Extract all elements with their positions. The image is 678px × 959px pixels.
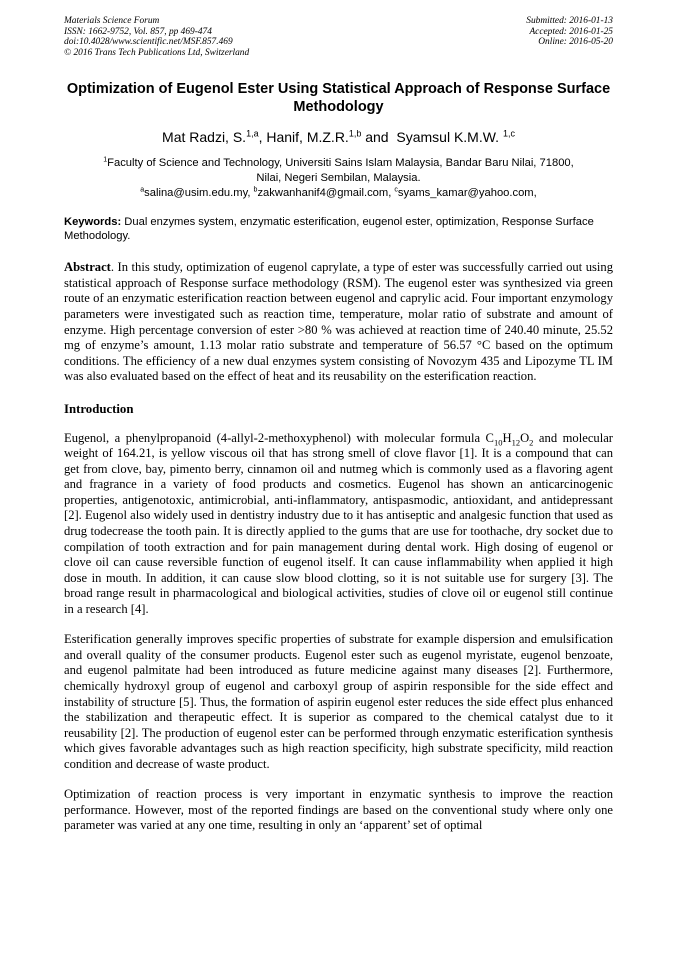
affiliation-line bbox=[64, 156, 613, 171]
journal-name: Materials Science Forum bbox=[64, 16, 160, 26]
author-3: Syamsul K.M.W. bbox=[396, 129, 503, 146]
affiliation-marker: 1 bbox=[103, 156, 108, 164]
author-list bbox=[64, 128, 613, 146]
email-line bbox=[64, 186, 613, 201]
email-a: salina@usim.edu.my, bbox=[144, 187, 254, 200]
email-c-marker: c bbox=[394, 186, 398, 194]
abstract-text: . In this study, optimization of eugenol caprylate, a type of ester was successfully carried out using statistical approach of Response surface methodology (RSM). The eugenol ester was synthesized via green route of an enzymatic esterification reaction between eugenol and caprylic acid. Four important enzymology parameters were investigated such as reaction time, temperature, molar ratio of substrate and amount of enzyme. High percentage conversion of ester >80 % was achieved at reaction time of 240.40 minute, 25.52 mg of enzyme’s amount, 1.13 molar ratio substrate and temperature of 56.57 °C based on the optimum conditions. The efficiency of a new dual enzymes system consisting of Novozym 435 and Lipozyme TL IM was also evaluated based on the effect of heat and its reusability on the esterification reaction. bbox=[64, 260, 613, 384]
issn-volume: ISSN: 1662-9752, Vol. 857, pp 469-474 bbox=[64, 26, 212, 37]
online-date: Online: 2016-05-20 bbox=[538, 37, 613, 48]
author-3-affil: 1,c bbox=[502, 128, 515, 139]
email-a-marker: a bbox=[140, 186, 145, 194]
formula-subscript: 12 bbox=[511, 437, 521, 448]
accepted-date: Accepted: 2016-01-25 bbox=[529, 26, 613, 37]
intro-p1-text-cont: and molecular weight of 164.21, is yellow viscous oil that has strong smell of clove flavor [1]. It is a compound that can get from clove, bay, pimento berry, cinnamon oil and nutmeg which is commonly used as a flavoring agent and fragrance in a variety of food products and cosmetics. Eugenol has shown an anticarcinogenic properties, antigenotoxic, antimicrobial, anti-inflammatory, antispasmodic, antioxidant, and antidepressant [2]. Eugenol also widely used in dentistry industry due to it has antiseptic and analgesic function that used as drug todecrease the tooth pain. It is directly applied to the gums that are use for toothache, dry socket due to compilation of tooth extraction and for pain management during dental work. High dosing of eugenol or clove oil can cause reversible function of eugenol itself. It can cause inflammability when applied it high dose in mouth. In addition, it can cause slow blood clotting, so it is not suitable use for surgery [3]. The broad range result in pharmacological and biological activities, studies of clove oil or eugenol still continue in a research [4]. bbox=[64, 430, 613, 616]
email-b: zakwanhanif4@gmail.com, bbox=[257, 187, 395, 200]
publication-dates bbox=[526, 16, 613, 58]
keywords bbox=[64, 215, 613, 243]
formula-element: H bbox=[502, 430, 512, 445]
author-1-affil: 1,a bbox=[246, 128, 259, 139]
doi: doi:10.4028/www.scientific.net/MSF.857.469 bbox=[64, 37, 233, 48]
author-1: Mat Radzi, S. bbox=[162, 129, 247, 146]
formula-subscript: 2 bbox=[529, 437, 534, 448]
abstract-label: Abstract bbox=[64, 260, 111, 275]
intro-paragraph-1 bbox=[64, 431, 613, 618]
author-separator: and bbox=[361, 129, 397, 146]
keywords-text: Dual enzymes system, enzymatic esterification, eugenol ester, optimization, Response Surface Methodology. bbox=[64, 216, 594, 243]
author-separator: , bbox=[258, 129, 267, 146]
formula-subscript: 10 bbox=[493, 437, 503, 448]
keywords-label: Keywords: bbox=[64, 216, 122, 229]
formula-element: O bbox=[520, 430, 530, 445]
author-2: Hanif, M.Z.R. bbox=[266, 129, 349, 146]
intro-paragraph-2: Esterification generally improves specific properties of substrate for example dispersion and emulsification and overall quality of the consumer products. Eugenol ester such as eugenol myristate, eugenol benzoate, and eugenol palmitate had been introduced as future medicine against many diseases [2]. Furthermore, chemically hydroxyl group of eugenol and carboxyl group of aspirin responsible for the side effect and instability of structure [5]. Thus, the formation of aspirin eugenol ester reduces the side effect plus enhanced the stabilization and therapeutic effect. It is superior as compared to the chemical catalyst due to it reusability [2]. The production of eugenol ester can be performed through enzymatic esterification synthesis which gives favorable advantages such as high reaction specificity, high substrate specificity, mild reaction condition and decrease of waste product. bbox=[64, 632, 613, 771]
affiliation-text-1: Faculty of Science and Technology, Universiti Sains Islam Malaysia, Bandar Baru Nilai, 71800, bbox=[107, 157, 574, 170]
intro-paragraph-3: Optimization of reaction process is very important in enzymatic synthesis to improve the reaction performance. However, most of the reported findings are based on the conventional study where only one parameter was varied at any one time, resulting in only an ‘apparent’ set of optimal bbox=[64, 787, 613, 833]
submitted-date: Submitted: 2016-01-13 bbox=[526, 16, 613, 26]
abstract bbox=[64, 260, 613, 384]
section-heading-introduction: Introduction bbox=[64, 401, 134, 416]
intro-p1-text: Eugenol, a phenylpropanoid (4-allyl-2-methoxyphenol) with molecular formula C bbox=[64, 430, 494, 445]
email-b-marker: b bbox=[253, 186, 258, 194]
author-2-affil: 1,b bbox=[348, 128, 362, 139]
paper-page bbox=[64, 16, 613, 834]
paper-title: Optimization of Eugenol Ester Using Statistical Approach of Response Surface Methodology bbox=[66, 81, 611, 116]
affiliation-block bbox=[64, 156, 613, 201]
copyright: © 2016 Trans Tech Publications Ltd, Switzerland bbox=[64, 47, 250, 58]
email-c: syams_kamar@yahoo.com, bbox=[397, 187, 537, 200]
affiliation-text-2: Nilai, Negeri Sembilan, Malaysia. bbox=[256, 172, 421, 185]
journal-header bbox=[64, 16, 613, 58]
journal-info bbox=[64, 16, 249, 58]
